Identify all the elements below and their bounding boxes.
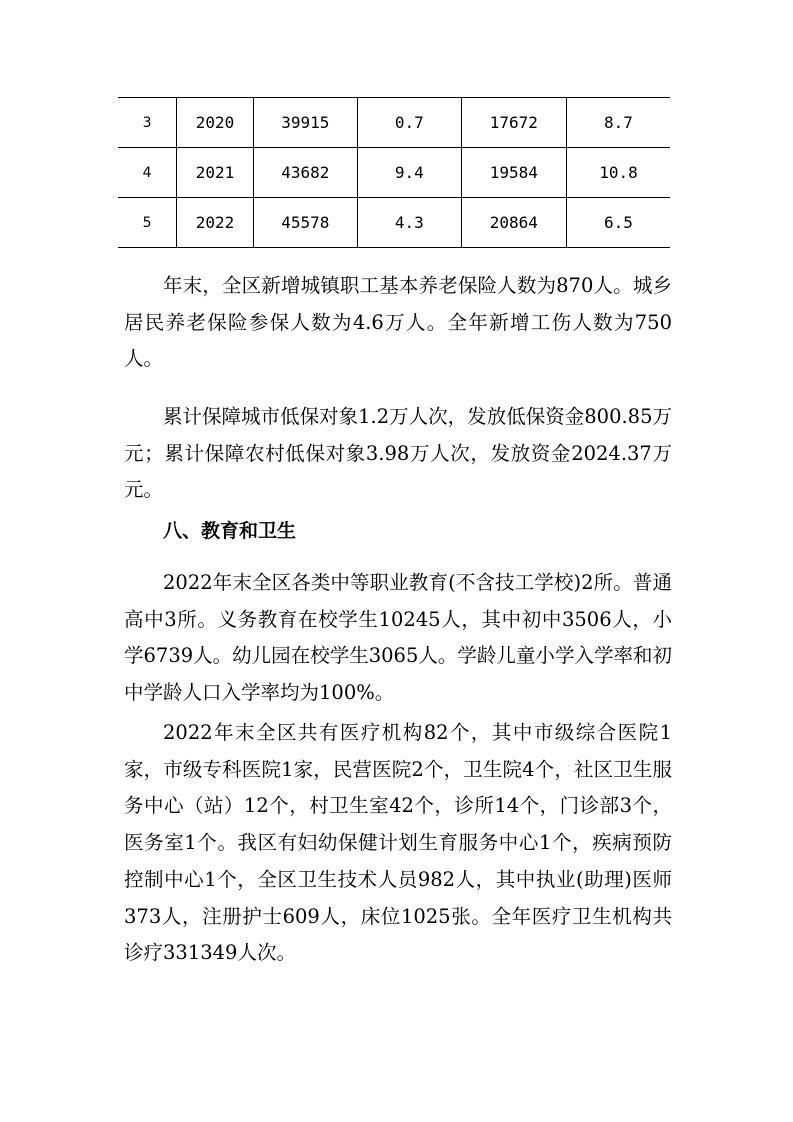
- table-row: [118, 198, 670, 248]
- table-row: [118, 98, 670, 148]
- health-paragraph-block: [124, 715, 672, 972]
- table-cell-value: 20864: [461, 198, 566, 248]
- table-cell-growth: 10.8: [566, 148, 670, 198]
- table-cell-growth: 9.4: [357, 148, 461, 198]
- table-cell-growth: 8.7: [566, 98, 670, 148]
- table-cell-growth: 4.3: [357, 198, 461, 248]
- pension-paragraph-block: [124, 268, 672, 378]
- table-cell-index: 4: [118, 148, 177, 198]
- table-row: [118, 148, 670, 198]
- subsidy-paragraph: 累计保障城市低保对象1.2万人次，发放低保资金800.85万元；累计保障农村低保对象3.98万人次，发放资金2024.37万元。: [124, 405, 672, 502]
- table-cell-year: 2022: [177, 198, 253, 248]
- table-cell-value: 43682: [253, 148, 357, 198]
- table-cell-index: 5: [118, 198, 177, 248]
- table-cell-growth: 6.5: [566, 198, 670, 248]
- table-cell-value: 45578: [253, 198, 357, 248]
- table-cell-value: 19584: [461, 148, 566, 198]
- pension-paragraph: 年末，全区新增城镇职工基本养老保险人数为870人。城乡居民养老保险参保人数为4.6万人。全年新增工伤人数为750人。: [124, 274, 672, 371]
- health-paragraph: 2022年末全区共有医疗机构82个，其中市级综合医院1家，市级专科医院1家，民营医院2个，卫生院4个，社区卫生服务中心（站）12个，村卫生室42个，诊所14个，门诊部3个，医务室1个。我区有妇幼保健计划生育服务中心1个，疾病预防控制中心1个，全区卫生技术人员982人，其中执业(助理)医师373人，注册护士609人，床位1025张。全年医疗卫生机构共诊疗331349人次。: [124, 721, 672, 965]
- statistics-table: [118, 97, 670, 248]
- section-heading: 八、教育和卫生: [163, 520, 297, 542]
- table-cell-year: 2021: [177, 148, 253, 198]
- education-paragraph-block: [124, 565, 672, 712]
- education-paragraph: 2022年末全区各类中等职业教育(不含技工学校)2所。普通高中3所。义务教育在校学生10245人，其中初中3506人，小学6739人。幼儿园在校学生3065人。学龄儿童小学入学率和初中学龄人口入学率均为100%。: [124, 571, 672, 705]
- table-cell-growth: 0.7: [357, 98, 461, 148]
- table-cell-index: 3: [118, 98, 177, 148]
- table-cell-value: 39915: [253, 98, 357, 148]
- table-cell-year: 2020: [177, 98, 253, 148]
- table-cell-value: 17672: [461, 98, 566, 148]
- subsidy-paragraph-block: [124, 399, 672, 509]
